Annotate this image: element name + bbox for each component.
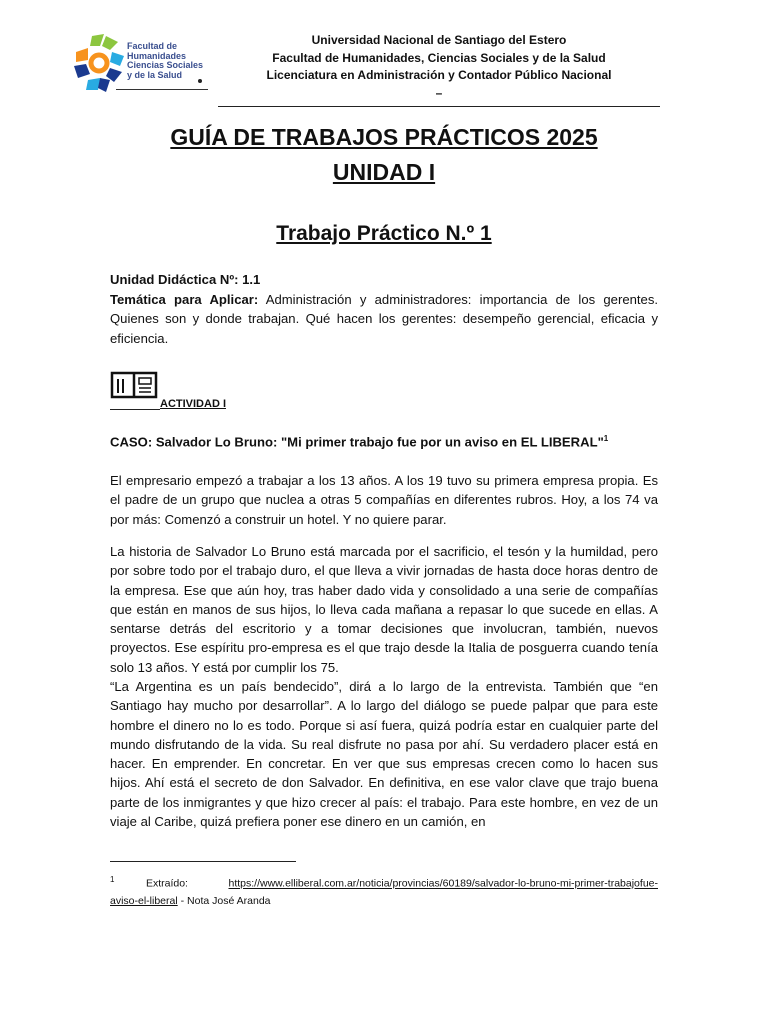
logo-text-line: Ciencias Sociales: [127, 60, 204, 70]
logo-text: [127, 42, 203, 80]
footnote-link[interactable]: https://www.elliberal.com.ar/noticia/provincias/60189/salvador-lo-bruno-mi-primer-trabajofue-aviso-el-liberal: [110, 877, 658, 907]
paragraph: La historia de Salvador Lo Bruno está marcada por el sacrificio, el tesón y la humildad, pero por sobre todo por el trabajo duro, el que lleva a vivir jornadas de hasta doce horas dentro de la empresa. Ese que aún hoy, tras haber dado vida y consolidado a una serie de compañías que están en manos de sus hijos, lo lleva cada mañana a repasar lo que sucede en ellas. A sentarse detrás del escritorio y a tomar decisiones que involucran, también, nuevos proyectos. Ese espíritu pro-empresa es el que trajo desde la Italia de posguerra cuando tenía solo 13 años. Y está por cumplir los 75.: [110, 544, 658, 675]
header-divider: [218, 106, 660, 107]
case-title-text: CASO: Salvador Lo Bruno: "Mi primer trabajo fue por un aviso en EL LIBERAL": [110, 434, 604, 450]
logo-emblem-icon: [70, 30, 130, 96]
footnote-separator: [110, 861, 296, 862]
case-title: [110, 434, 608, 449]
guide-title: GUÍA DE TRABAJOS PRÁCTICOS 2025: [170, 124, 598, 150]
logo-dot: [198, 79, 202, 83]
header-degree: Licenciatura en Administración y Contador Público Nacional: [266, 68, 612, 82]
footnote-ref[interactable]: 1: [603, 434, 609, 443]
institution-header: [216, 32, 662, 102]
logo-underline: [116, 89, 208, 90]
unidad-didactica: Unidad Didáctica Nº: 1.1: [110, 272, 261, 287]
tematica-label: Temática para Aplicar:: [110, 292, 259, 307]
tematica-text: Administración y administradores: importancia de los gerentes. Quienes son y donde trabajan. Qué hacen los gerentes: desempeño gerencial, eficacia y eficiencia.: [110, 292, 658, 346]
header-faculty: Facultad de Humanidades, Ciencias Sociales y de la Salud: [272, 50, 606, 65]
unit-title: UNIDAD I: [332, 159, 436, 185]
footnote-suffix: - Nota José Aranda: [177, 894, 271, 907]
logo-text-line: y de la Salud: [127, 69, 183, 80]
header-dash: –: [435, 85, 443, 100]
book-icon: [110, 370, 158, 407]
logo-text-line: Facultad de: [127, 41, 178, 51]
footnote-mark: 1: [110, 875, 115, 884]
footnote-label: Extraído:: [145, 877, 188, 890]
tematica-paragraph: [110, 290, 658, 348]
paragraph: El empresario empezó a trabajar a los 13 años. A los 19 tuvo su primera empresa propia. Es el padre de un grupo que nuclea a otras 5 compañías en diferentes rubros. Hoy, a los 74 va por más: Comenzó a construir un hotel. Y no quiere parar.: [110, 473, 658, 527]
activity-label: ACTIVIDAD I: [160, 398, 226, 410]
practice-title: Trabajo Práctico N.º 1: [276, 222, 492, 245]
logo-text-line: Humanidades: [127, 50, 187, 61]
paragraph: “La Argentina es un país bendecido”, dirá a lo largo de la entrevista. También que “en Santiago hay mucho por desarrollar”. A lo largo del diálogo se puede palpar que para este hombre el dinero no lo es todo. Porque si así fuera, quizá podría estar en cualquier parte del mundo disfrutando de la vida. Su real disfrute no pasa por ahí. Su verdadero placer está en hacer. En emprender. En concretar. En ver que sus empresas crecen como lo hacen sus hijos. Ahí está el secreto de don Salvador. En definitiva, en ese valor clave que trajo buena parte de los inmigrantes y que hizo crecer al país: el trabajo. Para este hombre, en vez de un viaje al Caribe, quizá prefiera poner ese dinero en un camión, en: [110, 679, 658, 830]
activity-underline: [110, 409, 160, 410]
header-university: Universidad Nacional de Santiago del Estero: [311, 33, 567, 47]
footnote: [110, 871, 658, 910]
